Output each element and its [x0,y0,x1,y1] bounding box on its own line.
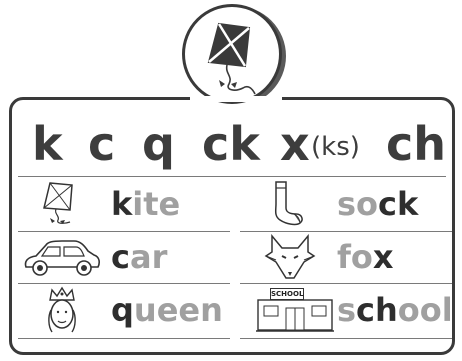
letter-c: c [88,117,116,171]
word-queen-rest: ueen [133,291,223,329]
school-sign: SCHOOL [271,290,304,298]
letter-q: q [142,117,175,171]
car-icon [22,237,102,279]
word-sock-highlight: ck [378,185,419,223]
divider-right-1 [240,231,452,232]
word-queen [111,292,223,328]
letter-ch: ch [386,117,447,171]
word-sock [337,186,418,222]
word-school-highlight: ch [356,291,398,329]
queen-icon [42,286,82,334]
fox-icon [264,234,316,280]
word-queen-highlight: q [111,291,134,329]
kite-icon [205,18,263,98]
divider-left-3 [18,338,230,339]
letter-x-sound: (ks) [311,132,360,162]
word-sock-pre: so [337,185,379,223]
word-fox [337,239,394,275]
word-school [337,292,453,328]
sock-icon [270,180,306,226]
letter-k: k [32,117,63,171]
word-school-rest: ool [397,291,453,329]
divider-left-1 [18,231,230,232]
word-car-highlight: c [111,238,130,276]
word-school-pre: s [337,291,357,329]
word-car [111,239,167,275]
word-kite-highlight: k [111,185,133,223]
divider-left-2 [18,283,230,284]
letter-x: x [280,117,310,171]
word-kite-rest: ite [132,185,181,223]
divider-right-2 [240,283,452,284]
kite-icon [40,180,80,226]
divider-top [18,176,446,177]
school-building-icon [256,298,334,332]
school-icon [256,288,334,334]
word-fox-pre: fo [337,238,373,276]
word-fox-highlight: x [372,238,394,276]
letter-ck: ck [202,117,260,171]
word-kite [111,186,180,222]
letter-list [28,118,448,174]
divider-right-3 [240,338,452,339]
word-car-rest: ar [129,238,168,276]
